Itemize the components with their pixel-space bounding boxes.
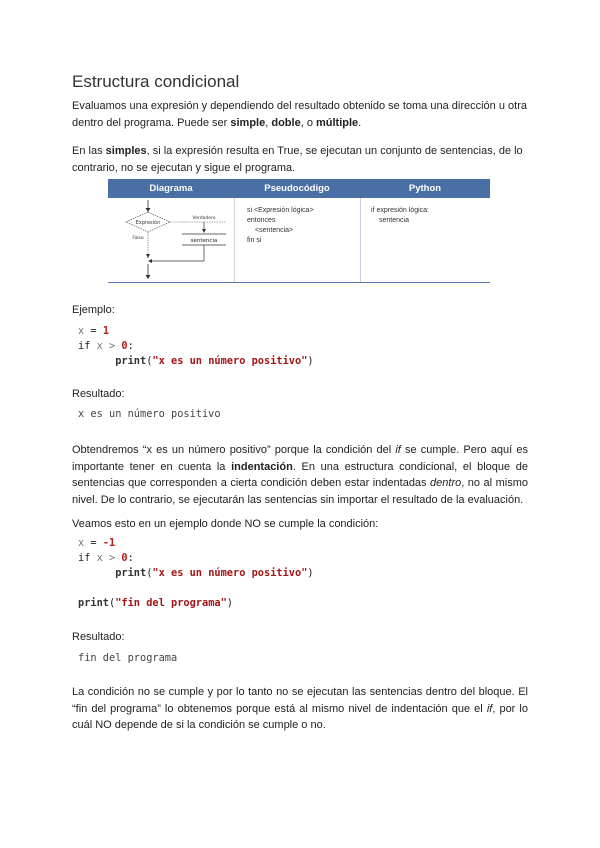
code-token: :	[127, 340, 134, 352]
code-token: (	[109, 597, 116, 609]
example1-result: x es un número positivo	[78, 408, 221, 420]
code-token: 0	[121, 340, 128, 352]
python-line: if expresión lógica:	[371, 207, 429, 214]
conditional-table	[108, 179, 490, 283]
example2-code	[78, 536, 314, 611]
code-token: x	[78, 325, 85, 337]
term-indentacion: indentación	[231, 460, 293, 473]
explanation-paragraph	[72, 442, 528, 508]
intro-paragraph	[72, 98, 528, 131]
example1-code	[78, 324, 314, 369]
simples-text: , si la expresión resulta en True, se ejecutan un conjunto de sentencias, de lo contrario, no se ejecutan y sigue el programa.	[72, 145, 523, 174]
table-body	[108, 198, 490, 282]
code-token: "fin del programa"	[115, 597, 227, 609]
code-token: -1	[102, 537, 116, 549]
term-doble: doble	[271, 116, 301, 129]
code-token: =	[84, 537, 103, 549]
code-token: x	[78, 537, 85, 549]
code-token: =	[84, 325, 103, 337]
code-token: "x es un número positivo"	[152, 355, 308, 367]
code-token: 0	[121, 552, 128, 564]
code-token: if	[78, 552, 91, 564]
header-pseudocodigo: Pseudocódigo	[264, 183, 330, 194]
example2-label: Veamos esto en un ejemplo donde NO se cumple la condición:	[72, 518, 379, 530]
example1-result-label: Resultado:	[72, 388, 125, 400]
code-token: print	[115, 567, 147, 579]
code-token: (	[146, 355, 153, 367]
python-line: sentencia	[379, 217, 409, 224]
term-simples: simples	[105, 145, 147, 157]
code-token: print	[78, 597, 109, 609]
pseudocode-line: si <Expresión lógica>	[247, 207, 314, 214]
code-token: )	[226, 597, 233, 609]
pseudocode-line: fin si	[247, 237, 262, 244]
code-token: "x es un número positivo"	[152, 567, 308, 579]
simples-paragraph	[72, 143, 528, 176]
pseudocode-cell	[235, 198, 361, 282]
explain-text: . En una estructura condicional, el bloque de sentencias que corresponden a cierta condición deben estar indentadas	[72, 460, 528, 489]
term-dentro: dentro	[430, 477, 462, 489]
diagram-expr-label: Expresión	[135, 220, 161, 226]
term-multiple: múltiple	[316, 116, 359, 129]
intro-sep: , o	[300, 116, 316, 129]
simples-text: En las	[72, 145, 106, 157]
python-cell	[361, 198, 490, 282]
keyword-if: if	[486, 702, 493, 715]
pseudocode-line: entonces	[247, 217, 276, 224]
intro-sep: ,	[265, 116, 272, 129]
code-token: :	[127, 552, 134, 564]
code-token: )	[307, 567, 314, 579]
diagram-true-label: Verdadero	[192, 216, 216, 221]
intro-text: Evaluamos una expresión y dependiendo del resultado obtenido se toma una dirección u otra dentro del programa. Puede ser	[72, 100, 527, 129]
diagram-false-label: Falso	[132, 236, 144, 241]
explain-text: , no al mismo nivel. De lo contrario, se ejecutarán las sentencias sin importar el resultado de la evaluación.	[72, 477, 528, 506]
code-token: )	[307, 355, 314, 367]
header-diagrama: Diagrama	[149, 183, 193, 194]
intro-end: .	[358, 116, 362, 129]
table-header	[108, 179, 490, 198]
header-python: Python	[408, 183, 442, 194]
explain-text: Obtendremos “x es un número positivo” porque la condición del	[72, 444, 396, 456]
code-token: x >	[90, 552, 122, 564]
pseudocode-line: <sentencia>	[255, 227, 294, 234]
final-text: , por lo cuál NO depende de si la condición se cumple o no.	[72, 702, 528, 731]
example2-result-label: Resultado:	[72, 631, 125, 643]
page-title: Estructura condicional	[72, 72, 240, 91]
final-paragraph	[72, 684, 528, 734]
example2-result: fin del programa	[78, 652, 178, 664]
final-text: La condición no se cumple y por lo tanto no se ejecutan las sentencias dentro del bloque. El “fin del programa” lo obtenemos porque está al mismo nivel de indentación que el	[72, 686, 528, 715]
code-token: if	[78, 340, 91, 352]
code-token: 1	[102, 325, 110, 337]
diagram-cell	[108, 198, 235, 282]
code-token: x >	[90, 340, 122, 352]
code-token: print	[115, 355, 147, 367]
diagram-stmt-label: sentencia	[190, 238, 218, 244]
flowchart-diagram	[108, 198, 234, 282]
term-simple: simple	[230, 116, 266, 129]
explain-text: se cumple. Pero aquí es importante tener en cuenta la	[72, 444, 528, 473]
example1-label: Ejemplo:	[72, 304, 115, 316]
code-token: (	[146, 567, 153, 579]
keyword-if: if	[395, 444, 401, 456]
